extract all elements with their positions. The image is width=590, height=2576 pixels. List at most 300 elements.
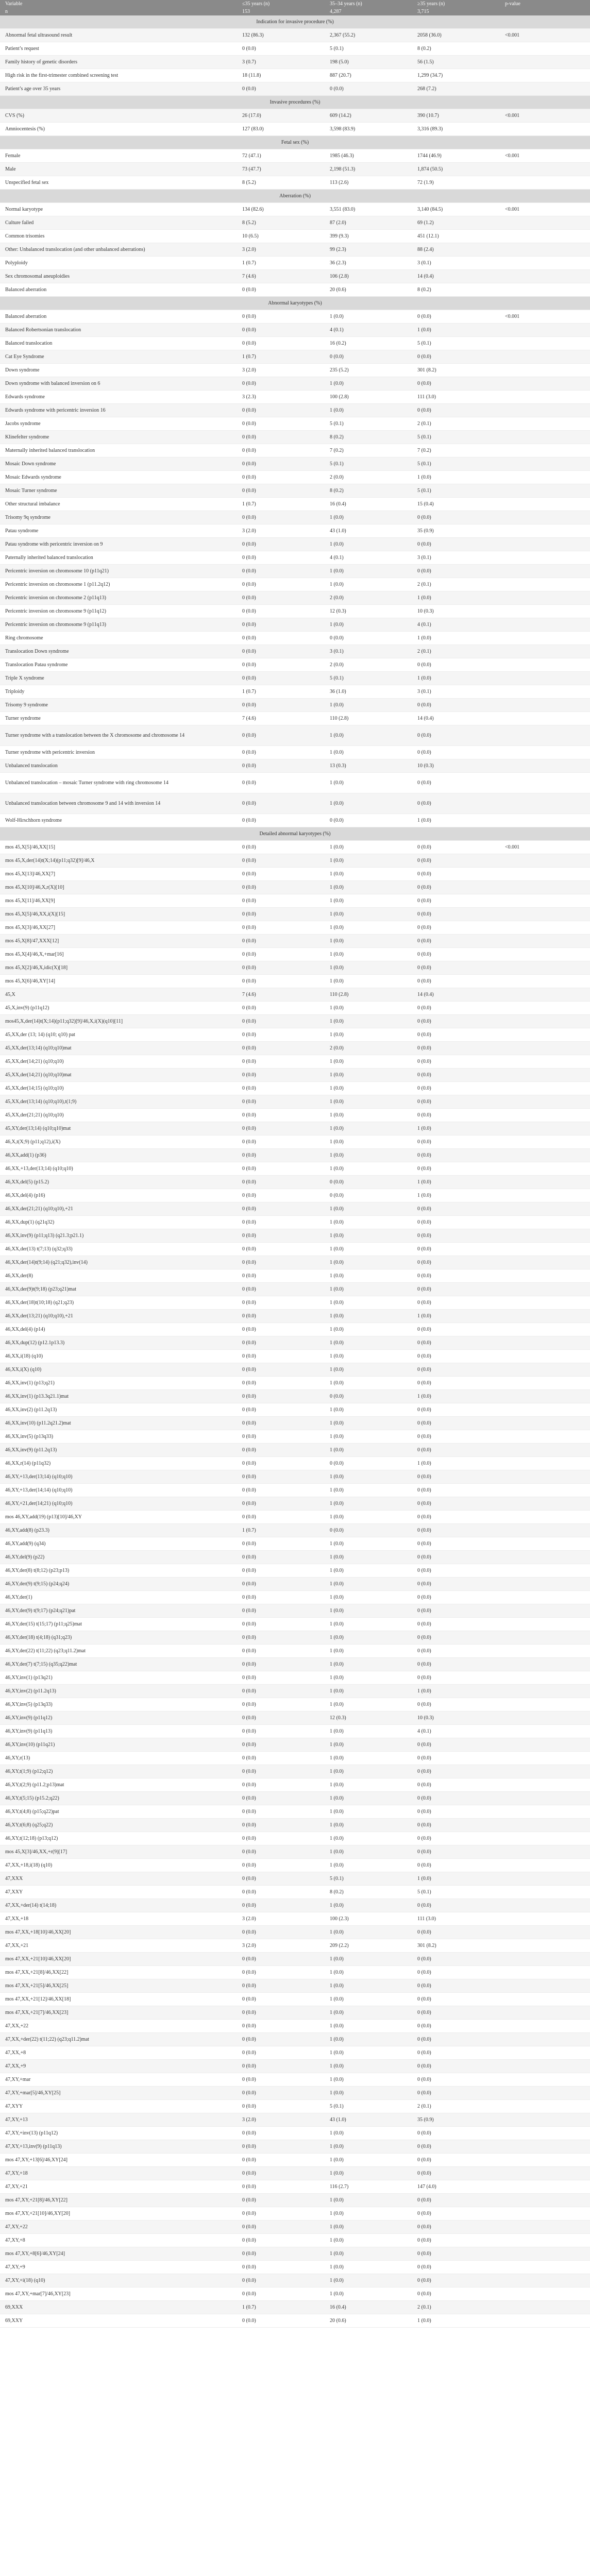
cell-group-3: 0 (0.0) [412,961,500,975]
cell-group-3: 0 (0.0) [412,2287,500,2301]
table-row [0,2261,590,2274]
cell-variable: High risk in the first-trimester combined screening test [0,69,237,82]
cell-group-2: 1 (0.0) [325,935,412,948]
cell-group-1: 0 (0.0) [237,1926,325,1939]
section-title: Abnormal karyotypes (%) [0,297,590,310]
cell-p-value [500,2006,590,2020]
cell-group-1: 0 (0.0) [237,948,325,961]
cell-group-3: 0 (0.0) [412,881,500,894]
table-row [0,270,590,283]
cell-group-3: 10 (0.3) [412,605,500,618]
cell-group-2: 16 (0.2) [325,337,412,350]
cell-group-1: 0 (0.0) [237,814,325,827]
cell-group-1: 0 (0.0) [237,658,325,672]
table-row [0,658,590,672]
cell-p-value [500,2261,590,2274]
cell-p-value [500,1953,590,1966]
table-row [0,2274,590,2287]
cell-variable: Unbalanced translocation [0,759,237,773]
cell-group-1: 0 (0.0) [237,2234,325,2247]
table-row [0,1015,590,1028]
cell-group-3: 0 (0.0) [412,1845,500,1859]
cell-group-2: 1 (0.0) [325,1310,412,1323]
cell-variable: Normal karyotype [0,203,237,216]
cell-group-2: 100 (2.8) [325,391,412,404]
cell-p-value [500,591,590,605]
cell-group-2: 2,367 (55.2) [325,29,412,42]
cell-group-2: 12 (0.3) [325,605,412,618]
cell-group-1: 0 (0.0) [237,1845,325,1859]
cell-p-value [500,1591,590,1604]
cell-variable: 47,XXX [0,1872,237,1886]
cell-group-1: 3 (2.0) [237,1939,325,1953]
cell-group-2: 3,551 (83.0) [325,203,412,216]
cell-variable: Balanced translocation [0,337,237,350]
cell-group-3: 1 (0.0) [412,672,500,685]
cell-group-1: 0 (0.0) [237,975,325,988]
cell-p-value [500,123,590,136]
cell-group-1: 0 (0.0) [237,1671,325,1685]
cell-group-2: 1 (0.0) [325,1993,412,2006]
cell-p-value [500,1015,590,1028]
table-row [0,1243,590,1256]
cell-p-value: <0.001 [500,310,590,324]
cell-group-1: 0 (0.0) [237,921,325,935]
cell-variable: 46,X,t(X;9) (p11;q12),i(X) [0,1136,237,1149]
cell-group-2: 1 (0.0) [325,1551,412,1564]
cell-p-value [500,1189,590,1202]
table-row [0,894,590,908]
table-row [0,2100,590,2113]
cell-group-3: 1 (0.0) [412,2314,500,2328]
cell-p-value [500,1269,590,1283]
cell-group-1: 8 (5.2) [237,216,325,230]
cell-variable: 46,XX,der(8) [0,1269,237,1283]
table-row [0,1645,590,1658]
cell-group-1: 3 (2.0) [237,1912,325,1926]
table-row [0,1631,590,1645]
cell-variable: 46,XY,der(9) t(9;15) (p24;q24) [0,1578,237,1591]
cell-group-3: 1 (0.0) [412,632,500,645]
cell-group-1: 3 (2.0) [237,524,325,538]
cell-group-2: 1 (0.0) [325,1604,412,1618]
cell-group-3: 0 (0.0) [412,2140,500,2154]
cell-p-value [500,645,590,658]
table-row [0,881,590,894]
cell-p-value [500,1136,590,1149]
cell-group-1: 0 (0.0) [237,82,325,96]
cell-variable: mos 45,X[11]/46,XX[9] [0,894,237,908]
table-row [0,310,590,324]
cell-group-1: 0 (0.0) [237,2274,325,2287]
cell-variable: mos 45,X[6]/46,XY[14] [0,975,237,988]
table-row [0,854,590,868]
cell-group-2: 106 (2.8) [325,270,412,283]
cell-group-1: 0 (0.0) [237,1015,325,1028]
cell-p-value [500,1658,590,1671]
cell-p-value [500,632,590,645]
table-row [0,841,590,854]
cell-variable: 47,XY,+21 [0,2180,237,2194]
table-row [0,2073,590,2087]
cell-variable: Balanced aberration [0,283,237,297]
cell-group-3: 0 (0.0) [412,2020,500,2033]
cell-p-value [500,2140,590,2154]
cell-group-1: 0 (0.0) [237,1283,325,1296]
cell-group-3: 0 (0.0) [412,1752,500,1765]
table-row [0,1805,590,1819]
cell-group-1: 0 (0.0) [237,1189,325,1202]
cell-group-2: 1 (0.0) [325,894,412,908]
cell-variable: 46,XX,dup(12) (p12.1p13.3) [0,1336,237,1350]
cell-p-value [500,1551,590,1564]
cell-group-2: 2,198 (51.3) [325,163,412,176]
cell-variable: mos 47,XY,+21[8]/46,XY[22] [0,2194,237,2207]
cell-group-2: 1 (0.0) [325,1832,412,1845]
cell-variable: Balanced aberration [0,310,237,324]
cell-variable: 47,XX,+der(22) t(11;22) (q23;q11.2)mat [0,2033,237,2046]
cell-variable: Edwards syndrome [0,391,237,404]
cell-group-3: 35 (0.9) [412,2113,500,2127]
cell-group-1: 0 (0.0) [237,746,325,759]
cell-group-1: 0 (0.0) [237,1899,325,1912]
cell-group-2: 1 (0.0) [325,854,412,868]
cell-group-1: 0 (0.0) [237,1698,325,1711]
cell-group-2: 1 (0.0) [325,618,412,632]
table-row [0,82,590,96]
cell-p-value [500,337,590,350]
cell-p-value [500,935,590,948]
cell-variable: Pericentric inversion on chromosome 10 (p11q21) [0,565,237,578]
cell-group-3: 0 (0.0) [412,310,500,324]
table-row [0,1819,590,1832]
table-row [0,1283,590,1296]
cell-variable: 47,XY,+mar[5]/46,XY[25] [0,2087,237,2100]
cell-group-1: 0 (0.0) [237,2314,325,2328]
cell-group-1: 0 (0.0) [237,793,325,814]
cell-group-2: 36 (2.3) [325,257,412,270]
cell-group-2: 5 (0.1) [325,42,412,56]
cell-group-1: 0 (0.0) [237,1819,325,1832]
cell-variable: 69,XXX [0,2301,237,2314]
table-row [0,1698,590,1711]
cell-p-value [500,814,590,827]
section-title: Invasive procedures (%) [0,96,590,109]
cell-variable: 46,XY,der(8) t(8;12) (p23;p13) [0,1564,237,1578]
cell-group-1: 0 (0.0) [237,618,325,632]
cell-p-value [500,1216,590,1229]
cell-group-2: 1 (0.0) [325,2073,412,2087]
cell-group-3: 0 (0.0) [412,2167,500,2180]
table-row [0,1390,590,1403]
table-row [0,1363,590,1377]
cell-p-value [500,1671,590,1685]
cell-group-3: 0 (0.0) [412,1269,500,1283]
cell-group-1: 3 (2.3) [237,391,325,404]
cell-group-1: 0 (0.0) [237,2140,325,2154]
cell-group-3: 0 (0.0) [412,725,500,746]
table-row [0,457,590,471]
cell-group-1: 0 (0.0) [237,1618,325,1631]
table-row [0,2221,590,2234]
table-row [0,1082,590,1095]
cell-group-1: 0 (0.0) [237,1430,325,1444]
cell-group-2: 1 (0.0) [325,565,412,578]
cell-p-value [500,1082,590,1095]
cell-group-2: 1 (0.0) [325,1953,412,1966]
cell-group-2: 1 (0.0) [325,2167,412,2180]
cell-group-2: 1 (0.0) [325,2140,412,2154]
cell-group-2: 1 (0.0) [325,793,412,814]
cell-group-1: 0 (0.0) [237,2006,325,2020]
cell-p-value [500,1202,590,1216]
cell-group-1: 0 (0.0) [237,841,325,854]
table-row [0,988,590,1002]
cell-group-3: 2 (0.1) [412,417,500,431]
cell-group-2: 1 (0.0) [325,1899,412,1912]
table-row [0,793,590,814]
cell-group-3: 8 (0.2) [412,283,500,297]
table-row [0,921,590,935]
cell-group-2: 1 (0.0) [325,2194,412,2207]
cell-group-1: 0 (0.0) [237,471,325,484]
cell-p-value [500,2127,590,2140]
cell-group-3: 0 (0.0) [412,1403,500,1417]
cell-group-1: 0 (0.0) [237,881,325,894]
cell-variable: Patient’s age over 35 years [0,82,237,96]
table-row [0,1162,590,1176]
cell-variable: 46,XX,der(13) t(7;13) (q32;q33) [0,1243,237,1256]
cell-group-3: 0 (0.0) [412,511,500,524]
cell-variable: Klinefelter syndrome [0,431,237,444]
cell-p-value [500,1484,590,1497]
cell-group-3: 0 (0.0) [412,894,500,908]
cell-group-3: 0 (0.0) [412,1069,500,1082]
cell-group-1: 0 (0.0) [237,1095,325,1109]
cell-variable: mos 47,XY,+mar[7]/46,XY[23] [0,2287,237,2301]
table-row [0,1109,590,1122]
cell-group-1: 0 (0.0) [237,42,325,56]
table-row [0,1497,590,1511]
cell-p-value [500,484,590,498]
cell-group-2: 1 (0.0) [325,1564,412,1578]
cell-group-3: 1 (0.0) [412,591,500,605]
section-header-row [0,15,590,29]
cell-p-value [500,404,590,417]
table-row [0,2033,590,2046]
cell-group-3: 0 (0.0) [412,2046,500,2060]
cell-p-value [500,881,590,894]
cell-variable: 46,XX,del(5) (p15.2) [0,1176,237,1189]
cell-group-1: 18 (11.8) [237,69,325,82]
cell-p-value [500,1966,590,1979]
cell-group-3: 111 (3.0) [412,391,500,404]
cell-p-value [500,324,590,337]
cell-p-value [500,685,590,699]
cell-group-3: 0 (0.0) [412,1430,500,1444]
cell-p-value [500,1336,590,1350]
cell-group-2: 110 (2.8) [325,988,412,1002]
cell-variable: 46,XY,inv(9) (p11q12) [0,1711,237,1725]
cell-group-1: 0 (0.0) [237,324,325,337]
cell-group-1: 0 (0.0) [237,578,325,591]
cell-variable: mos45,X,der(14)t(X;14)(p11;q32)[9]/46,X,i(X)(q10)[11] [0,1015,237,1028]
cell-variable: Ring chromosome [0,632,237,645]
table-row [0,1095,590,1109]
cell-variable: 46,XX,i(18) (q10) [0,1350,237,1363]
cell-group-2: 1 (0.0) [325,1444,412,1457]
cell-p-value [500,975,590,988]
cell-group-1: 7 (4.6) [237,270,325,283]
cell-group-1: 0 (0.0) [237,1444,325,1457]
cell-group-2: 1 (0.0) [325,538,412,551]
cell-group-2: 16 (0.4) [325,2301,412,2314]
cell-group-3: 1 (0.0) [412,1310,500,1323]
cell-variable: 47,XX,+18,i(18) (q10) [0,1859,237,1872]
cell-group-1: 0 (0.0) [237,2060,325,2073]
cell-group-1: 0 (0.0) [237,1738,325,1752]
table-body [0,15,590,2328]
cell-variable: 46,XX,inv(9) (p11;q13) (q21.3;p21.1) [0,1229,237,1243]
cell-p-value [500,498,590,511]
cell-group-2: 1 (0.0) [325,1591,412,1604]
cell-group-3: 301 (8.2) [412,1939,500,1953]
cell-variable: Mosaic Turner syndrome [0,484,237,498]
cell-group-3: 4 (0.1) [412,618,500,632]
cell-group-1: 0 (0.0) [237,605,325,618]
cell-variable: Down syndrome with balanced inversion on 6 [0,377,237,391]
cell-group-1: 132 (86.3) [237,29,325,42]
table-row [0,123,590,136]
cell-group-2: 1 (0.0) [325,1792,412,1805]
cell-group-2: 2 (0.0) [325,658,412,672]
table-row [0,2113,590,2127]
cell-group-2: 0 (0.0) [325,814,412,827]
cell-group-2: 1 (0.0) [325,1229,412,1243]
cell-group-1: 0 (0.0) [237,1417,325,1430]
cell-group-3: 0 (0.0) [412,1028,500,1042]
cell-group-3: 0 (0.0) [412,1042,500,1055]
table-row [0,1189,590,1202]
cell-variable: Down syndrome [0,364,237,377]
cell-group-1: 0 (0.0) [237,1363,325,1377]
cell-group-2: 1 (0.0) [325,841,412,854]
cell-variable: 45,XX,der(13;14) (q10;q10)mat [0,1042,237,1055]
table-row [0,1149,590,1162]
cell-group-1: 1 (0.7) [237,1524,325,1537]
table-row [0,2006,590,2020]
cell-variable: 47,XY,+13 [0,2113,237,2127]
cell-p-value [500,1444,590,1457]
table-row [0,1845,590,1859]
cell-group-1: 0 (0.0) [237,1269,325,1283]
cell-variable: Patient’s request [0,42,237,56]
cell-group-2: 1985 (46.3) [325,149,412,163]
cell-group-2: 1 (0.0) [325,1323,412,1336]
cell-group-1: 0 (0.0) [237,2287,325,2301]
cell-group-2: 1 (0.0) [325,1537,412,1551]
cell-variable: 46,XX,inv(5) (p13q33) [0,1430,237,1444]
cell-group-1: 0 (0.0) [237,1645,325,1658]
cell-p-value [500,216,590,230]
table-row [0,1618,590,1631]
cell-group-2: 1 (0.0) [325,1658,412,1671]
cell-group-3: 0 (0.0) [412,1671,500,1685]
table-row [0,1511,590,1524]
cell-group-1: 0 (0.0) [237,699,325,712]
cell-group-3: 0 (0.0) [412,1202,500,1216]
cell-group-2: 12 (0.3) [325,1711,412,1725]
cell-group-3: 10 (0.3) [412,759,500,773]
cell-variable: Jacobs syndrome [0,417,237,431]
table-row [0,2046,590,2060]
table-header [0,0,590,15]
table-row [0,2167,590,2180]
cell-group-1: 0 (0.0) [237,1350,325,1363]
cell-variable: mos 46,XY,add(19) (p13)[10]/46,XY [0,1511,237,1524]
cell-p-value [500,759,590,773]
cell-group-3: 0 (0.0) [412,1377,500,1390]
cell-p-value [500,511,590,524]
cell-variable: 69,XXY [0,2314,237,2328]
cell-variable: 46,XY,der(7) t(7;15) (q35;q22)mat [0,1658,237,1671]
table-row [0,1403,590,1417]
table-row [0,699,590,712]
cell-p-value [500,2073,590,2087]
cell-variable: 46,XY,del(9) (p22) [0,1551,237,1564]
cell-p-value [500,1805,590,1819]
cell-p-value [500,1002,590,1015]
cell-group-2: 20 (0.6) [325,2314,412,2328]
cell-variable: 46,XX,der(14)t(9;14) (q21;q32),inv(14) [0,1256,237,1269]
cell-group-3: 1 (0.0) [412,324,500,337]
table-row [0,1778,590,1792]
cell-group-3: 1 (0.0) [412,814,500,827]
cell-p-value [500,1363,590,1377]
cell-group-1: 0 (0.0) [237,894,325,908]
cell-group-3: 0 (0.0) [412,1537,500,1551]
cell-group-1: 0 (0.0) [237,1229,325,1243]
cell-group-2: 1 (0.0) [325,948,412,961]
table-row [0,712,590,725]
table-row [0,1202,590,1216]
cell-variable: 46,XX,inv(2) (p11.2q13) [0,1403,237,1417]
cell-group-2: 0 (0.0) [325,1189,412,1202]
cell-variable: 46,XY,inv(2) (p11.2q13) [0,1685,237,1698]
cell-variable: 46,XY,t(1;9) (p12;q12) [0,1765,237,1778]
cell-group-3: 0 (0.0) [412,2033,500,2046]
cell-variable: Female [0,149,237,163]
table-row [0,2180,590,2194]
cell-group-3: 0 (0.0) [412,2261,500,2274]
cell-p-value [500,1511,590,1524]
cell-variable: mos 47,XX,+18[10]/46,XX[20] [0,1926,237,1939]
cell-group-1: 3 (0.7) [237,56,325,69]
cell-group-3: 3 (0.1) [412,685,500,699]
cell-variable: 47,XY,+22 [0,2221,237,2234]
table-row [0,1042,590,1055]
cell-p-value [500,565,590,578]
cell-p-value [500,2301,590,2314]
cell-group-3: 0 (0.0) [412,1256,500,1269]
cell-group-3: 268 (7.2) [412,82,500,96]
cell-variable: mos 47,XX,+21[12]/46,XX[18] [0,1993,237,2006]
cell-group-2: 1 (0.0) [325,975,412,988]
cell-group-3: 111 (3.0) [412,1912,500,1926]
cell-group-3: 0 (0.0) [412,350,500,364]
cell-group-3: 0 (0.0) [412,1109,500,1122]
cell-variable: Pericentric inversion on chromosome 1 (p11.2q12) [0,578,237,591]
